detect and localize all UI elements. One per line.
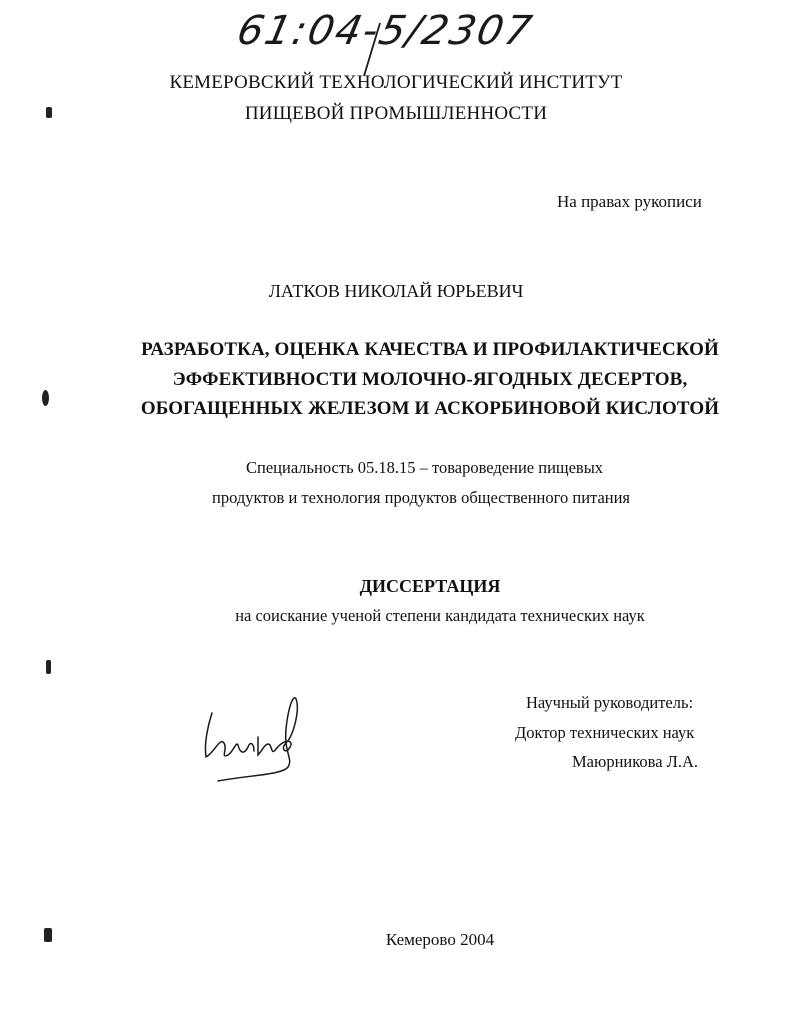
rights-note: На правах рукописи (557, 192, 702, 211)
city-year: Кемерово 2004 (385, 930, 495, 949)
supervisor-rank: Доктор технических наук (515, 723, 695, 742)
institution-line-2: ПИЩЕВОЙ ПРОМЫШЛЕННОСТИ (244, 103, 548, 124)
margin-mark (46, 107, 52, 118)
degree-line: на соискание ученой степени кандидата технических наук (235, 606, 645, 625)
document-type: ДИССЕРТАЦИЯ (359, 576, 501, 596)
handwritten-catalog-number: 61:04-5/2307 (233, 8, 538, 54)
margin-mark (46, 660, 51, 674)
specialty-line-2: продуктов и технология продуктов общественного питания (212, 488, 631, 507)
specialty-line-1: Специальность 05.18.15 – товароведение пищевых (246, 458, 604, 477)
thesis-title-line-2: ЭФФЕКТИВНОСТИ МОЛОЧНО-ЯГОДНЫХ ДЕСЕРТОВ, (172, 369, 688, 390)
margin-mark (44, 928, 52, 942)
supervisor-name: Маюрникова Л.А. (572, 752, 699, 771)
author-name: ЛАТКОВ НИКОЛАЙ ЮРЬЕВИЧ (268, 281, 524, 301)
institution-line-1: КЕМЕРОВСКИЙ ТЕХНОЛОГИЧЕСКИЙ ИНСТИТУТ (169, 72, 623, 93)
author-signature (190, 685, 320, 785)
catalog-number-strokes (232, 18, 532, 78)
thesis-title-line-1: РАЗРАБОТКА, ОЦЕНКА КАЧЕСТВА И ПРОФИЛАКТИЧЕСКОЙ (141, 339, 719, 360)
margin-mark (42, 390, 49, 406)
supervisor-label: Научный руководитель: (526, 693, 694, 712)
thesis-title-line-3: ОБОГАЩЕННЫХ ЖЕЛЕЗОМ И АСКОРБИНОВОЙ КИСЛОТОЙ (140, 398, 720, 419)
